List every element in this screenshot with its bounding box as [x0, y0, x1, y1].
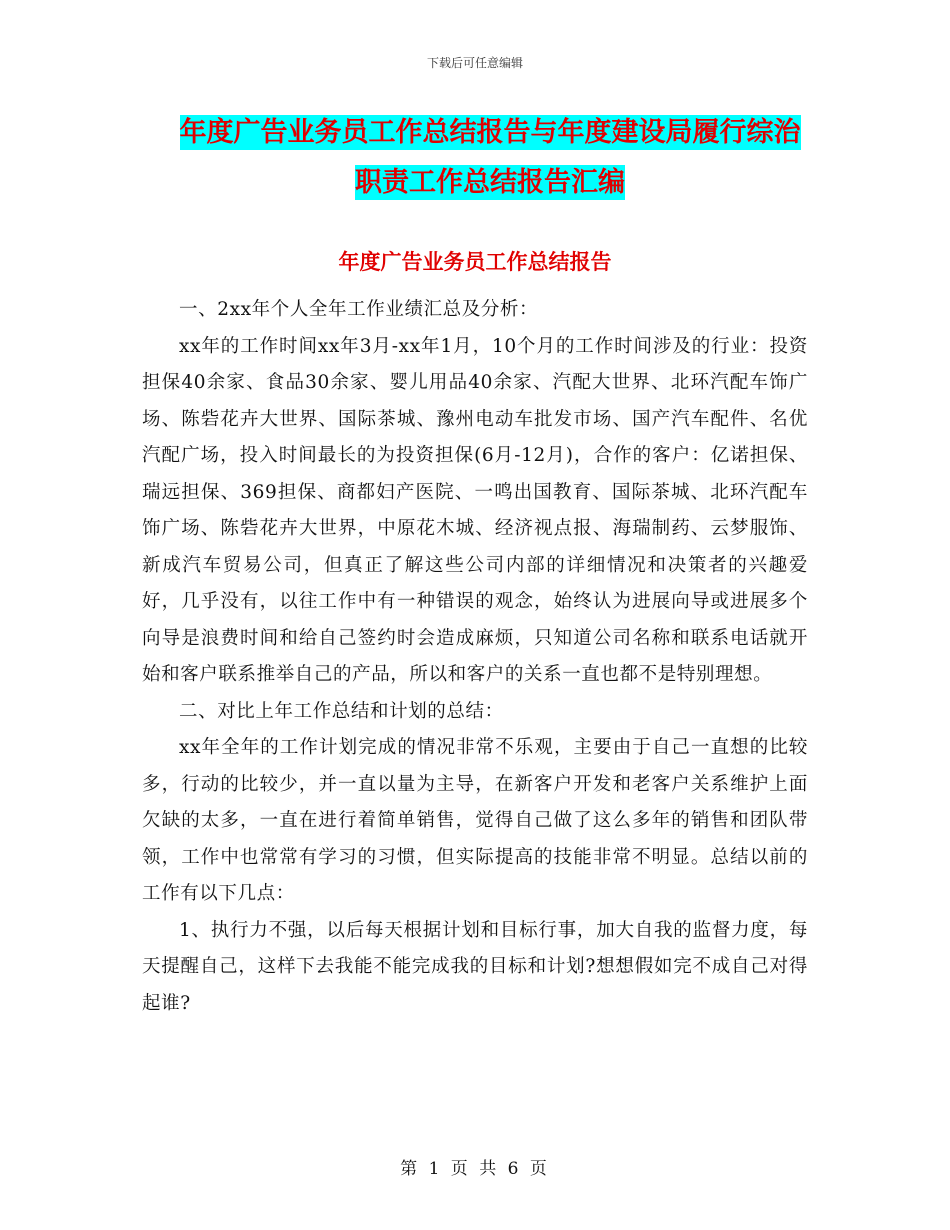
- page-number-footer: 第 1 页 共 6 页: [400, 1159, 550, 1179]
- paragraph: xx年的工作时间xx年3月-xx年1月，10个月的工作时间涉及的行业：投资担保40余家、食品30余家、婴儿用品40余家、汽配大世界、北环汽配车饰广场、陈砦花卉大世界、国际茶城、豫州电动车批发市场、国产汽车配件、名优汽配广场，投入时间最长的为投资担保(6月-12月)，合作的客户：亿诺担保、瑞远担保、369担保、商都妇产医院、一鸣出国教育、国际茶城、北环汽配车饰广场、陈砦花卉大世界，中原花木城、经济视点报、海瑞制药、云梦服饰、新成汽车贸易公司，但真正了解这些公司内部的详细情况和决策者的兴趣爱好，几乎没有，以往工作中有一种错误的观念，始终认为进展向导或进展多个向导是浪费时间和给自己签约时会造成麻烦，只知道公司名称和联系电话就开始和客户联系推举自己的产品，所以和客户的关系一直也都不是特别理想。: [142, 335, 808, 685]
- paragraph: 1、执行力不强，以后每天根据计划和目标行事，加大自我的监督力度，每天提醒自己，这样下去我能不能完成我的目标和计划?想想假如完不成自己对得起谁?: [142, 919, 808, 1014]
- header-note: 下载后可任意编辑: [426, 56, 523, 70]
- paragraph: 一、2xx年个人全年工作业绩汇总及分析：: [179, 299, 539, 320]
- section-title: 年度广告业务员工作总结报告: [338, 250, 612, 274]
- body-text: [142, 292, 808, 1022]
- paragraph: xx年全年的工作计划完成的情况非常不乐观，主要由于自己一直想的比较多，行动的比较少，并一直以量为主导，在新客户开发和老客户关系维护上面欠缺的太多，一直在进行着简单销售，觉得自己做了这么多年的销售和团队带领，工作中也常常有学习的习惯，但实际提高的技能非常不明显。总结以前的工作有以下几点：: [142, 737, 808, 904]
- document-title: [150, 108, 830, 208]
- document-title-line-2: 职责工作总结报告汇编: [355, 167, 625, 198]
- document-title-line-1: 年度广告业务员工作总结报告与年度建设局履行综治: [179, 117, 801, 148]
- paragraph: 二、对比上年工作总结和计划的总结：: [179, 700, 504, 722]
